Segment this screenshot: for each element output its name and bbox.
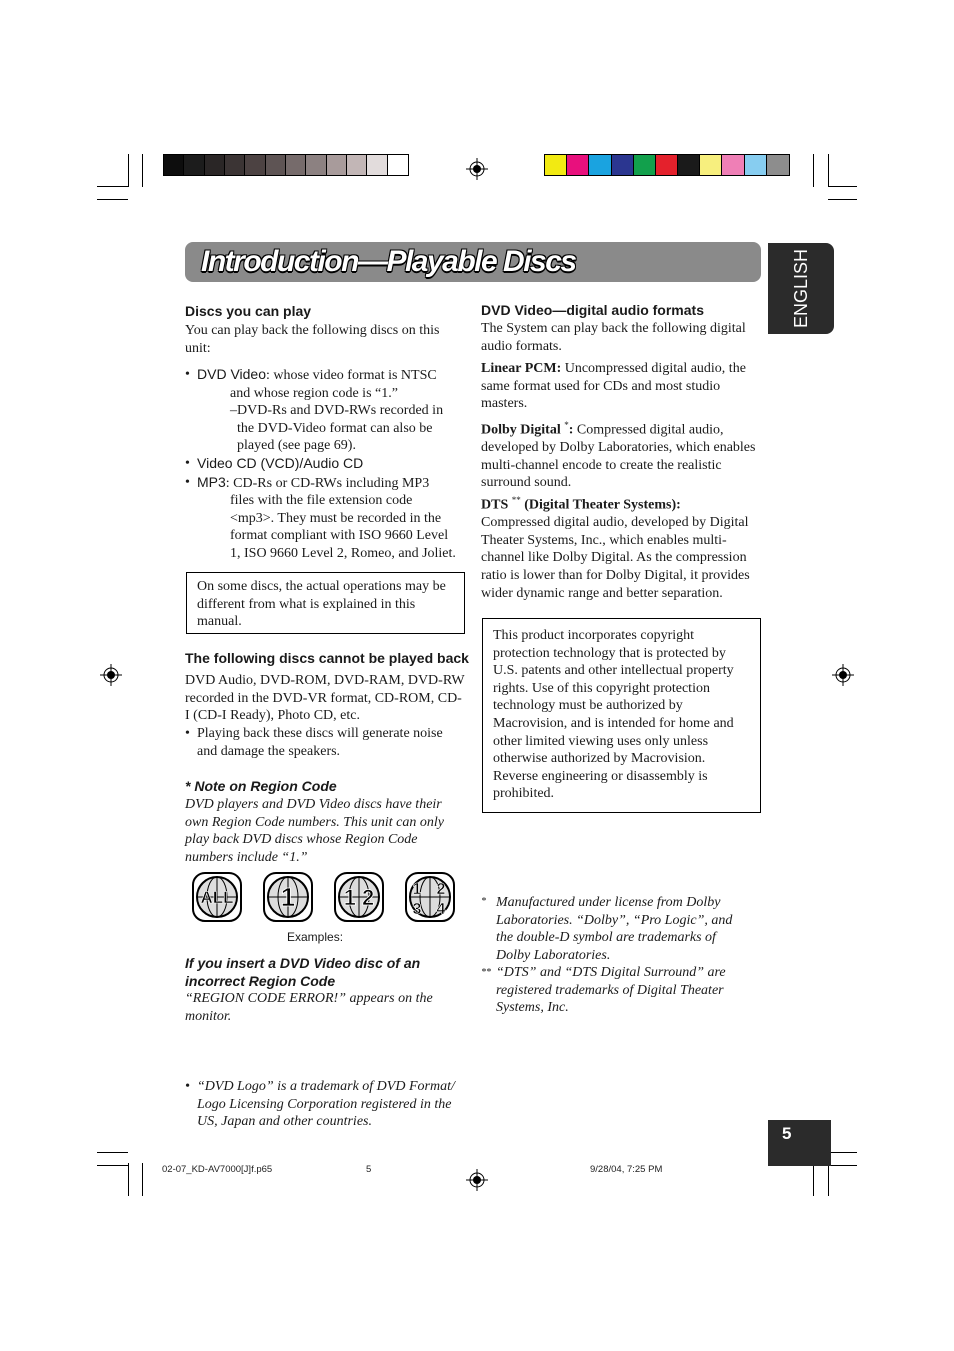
dvd-video-text: –DVD-Rs and DVD-RWs recorded in [230,403,444,419]
list-item [185,455,470,474]
color-swatch [767,155,789,175]
region-all-label: ALL [200,888,234,907]
dvd-video-label: DVD Video [197,366,267,382]
dts-mark: ** [511,495,521,505]
color-swatch [589,155,611,175]
footer-page: 5 [366,1164,372,1175]
region-label: 4 [436,901,446,918]
playable-list [185,366,470,563]
audio-formats-intro: The System can play back the following digital audio formats. [481,321,746,354]
color-swatch [266,155,286,175]
region-1-2-icon [334,872,384,922]
grayscale-bar [163,154,409,176]
color-swatch [205,155,225,175]
color-swatch [327,155,347,175]
region-1-2-label: 1 2 [343,885,375,910]
language-tab-label: ENGLISH [791,248,811,329]
color-swatch [634,155,656,175]
dolby-mark: * [564,420,569,430]
registration-mark-icon [466,1169,488,1191]
color-swatch [612,155,634,175]
region-label: 2 [436,881,446,898]
footnote-mark: * [481,896,486,907]
color-swatch [347,155,367,175]
mp3-text: files with the file extension code [230,493,413,509]
dolby-paragraph [481,417,761,492]
mp3-text: format compliant with ISO 9660 Level [230,528,449,544]
dolby-label: Dolby Digital [481,422,561,438]
color-swatch [164,155,184,175]
dts-label: DTS [481,497,509,513]
discs-intro: You can play back the following discs on this unit: [185,323,440,356]
incorrect-region-heading: If you insert a DVD Video disc of an incorrect Region Code [185,955,421,989]
dvd-video-text: the DVD-Video format can also be [237,420,433,436]
footnote-dolby: Manufactured under license from Dolby Laboratories. “Dolby”, “Pro Logic”, and the double-D symbol are trademarks of Dolby Laboratories. [496,895,733,963]
dvd-video-text: : whose video format is NTSC [266,368,437,383]
color-bar [544,154,790,176]
color-swatch [722,155,744,175]
color-swatch [678,155,700,175]
mp3-text: : CD-Rs or CD-RWs including MP3 [225,475,430,491]
color-swatch [545,155,567,175]
dvd-video-text: played (see page 69). [237,438,356,454]
registration-mark-icon [466,158,488,180]
footer-date: 9/28/04, 7:25 PM [590,1164,663,1175]
title-banner [185,242,761,282]
incorrect-region-text: “REGION CODE ERROR!” appears on the monitor. [185,991,433,1024]
color-swatch [388,155,408,175]
color-swatch [306,155,326,175]
color-swatch [700,155,722,175]
dolby-text: Compressed digital audio, developed by Dolby Laboratories, which enables multi-channel encode to create the realistic surround sound. [481,422,756,491]
dolby-colon: : [568,422,574,438]
dvd-logo-note: • “DVD Logo” is a trademark of DVD Format/ Logo Licensing Corporation registered in the US, Japan and other countries. [185,1078,472,1131]
footer-file: 02-07_KD-AV7000[J]f.p65 [162,1164,273,1175]
region-all-icon [192,872,242,922]
language-tab [768,243,834,334]
vcd-label: Video CD (VCD)/Audio CD [197,454,364,471]
dts-text: Compressed digital audio, developed by Digital Theater Systems, Inc., which enables multi-channel like Dolby Digital. As the compression ratio is lower than for Dolby Digital, it provides wider dynamic range and better separation. [481,515,750,601]
cannot-play-heading: The following discs cannot be played back [185,650,469,666]
list-item [185,366,470,385]
color-swatch [745,155,767,175]
color-swatch [225,155,245,175]
copyright-box [482,618,761,813]
region-1-icon [263,872,313,922]
footnote-dts: “DTS” and “DTS Digital Surround” are registered trademarks of Digital Theater Systems, Inc. [496,965,726,1016]
color-swatch [567,155,589,175]
linear-pcm-paragraph [481,360,761,413]
copyright-box-text: This product incorporates copyright protection technology that is protected by U.S. patents and other intellectual property rights. Use of this copyright protection technology must be authorized by Macrovision, and is intended for home and other limited viewing uses only unless otherwise authorized by Macrovision. Reverse engineering or disassembly is prohibited. [493,628,734,802]
region-label: 3 [412,901,422,918]
examples-caption: Examples: [287,930,344,944]
color-swatch [245,155,265,175]
region-code-text: DVD players and DVD Video discs have their own Region Code numbers. This unit can only play back DVD discs whose Region Code numbers include “1.” [185,797,444,865]
color-swatch [286,155,306,175]
dts-paragraph [481,492,761,602]
cannot-play-text: DVD Audio, DVD-ROM, DVD-RAM, DVD-RW recorded in the DVD-VR format, CD-ROM, CD-I (CD-I Ready), Photo CD, etc. [185,673,465,724]
region-1-2-3-4-icon [405,872,455,922]
page-title: Introduction—Playable Discs [201,245,576,278]
registration-mark-icon [832,664,854,686]
region-1-label: 1 [280,882,296,912]
mp3-text: 1, ISO 9660 Level 2, Romeo, and Joliet. [230,545,456,561]
dts-label-2: (Digital Theater Systems): [520,497,681,513]
footnote-mark: ** [481,967,491,978]
region-label: 1 [412,881,422,898]
note-box-text: On some discs, the actual operations may be different from what is explained in this manual. [197,579,446,630]
linear-pcm-label: Linear PCM: [481,361,562,376]
region-code-heading: * Note on Region Code [185,778,337,794]
color-swatch [367,155,387,175]
cannot-play-bullet: • Playing back these discs will generate noise and damage the speakers. [185,725,465,760]
page-number-box [768,1120,831,1166]
linear-pcm-text: Uncompressed digital audio, the same format used for CDs and most studio masters. [481,361,746,412]
list-item [185,474,470,493]
audio-formats-heading: DVD Video—digital audio formats [481,302,704,318]
mp3-label: MP3 [197,473,226,490]
dvd-video-text: and whose region code is “1.” [230,385,398,401]
color-swatch [656,155,678,175]
page-number: 5 [782,1124,792,1143]
discs-heading: Discs you can play [185,303,312,319]
mp3-text: <mp3>. They must be recorded in the [230,510,442,526]
color-swatch [184,155,204,175]
note-box [186,572,465,634]
registration-mark-icon [100,664,122,686]
